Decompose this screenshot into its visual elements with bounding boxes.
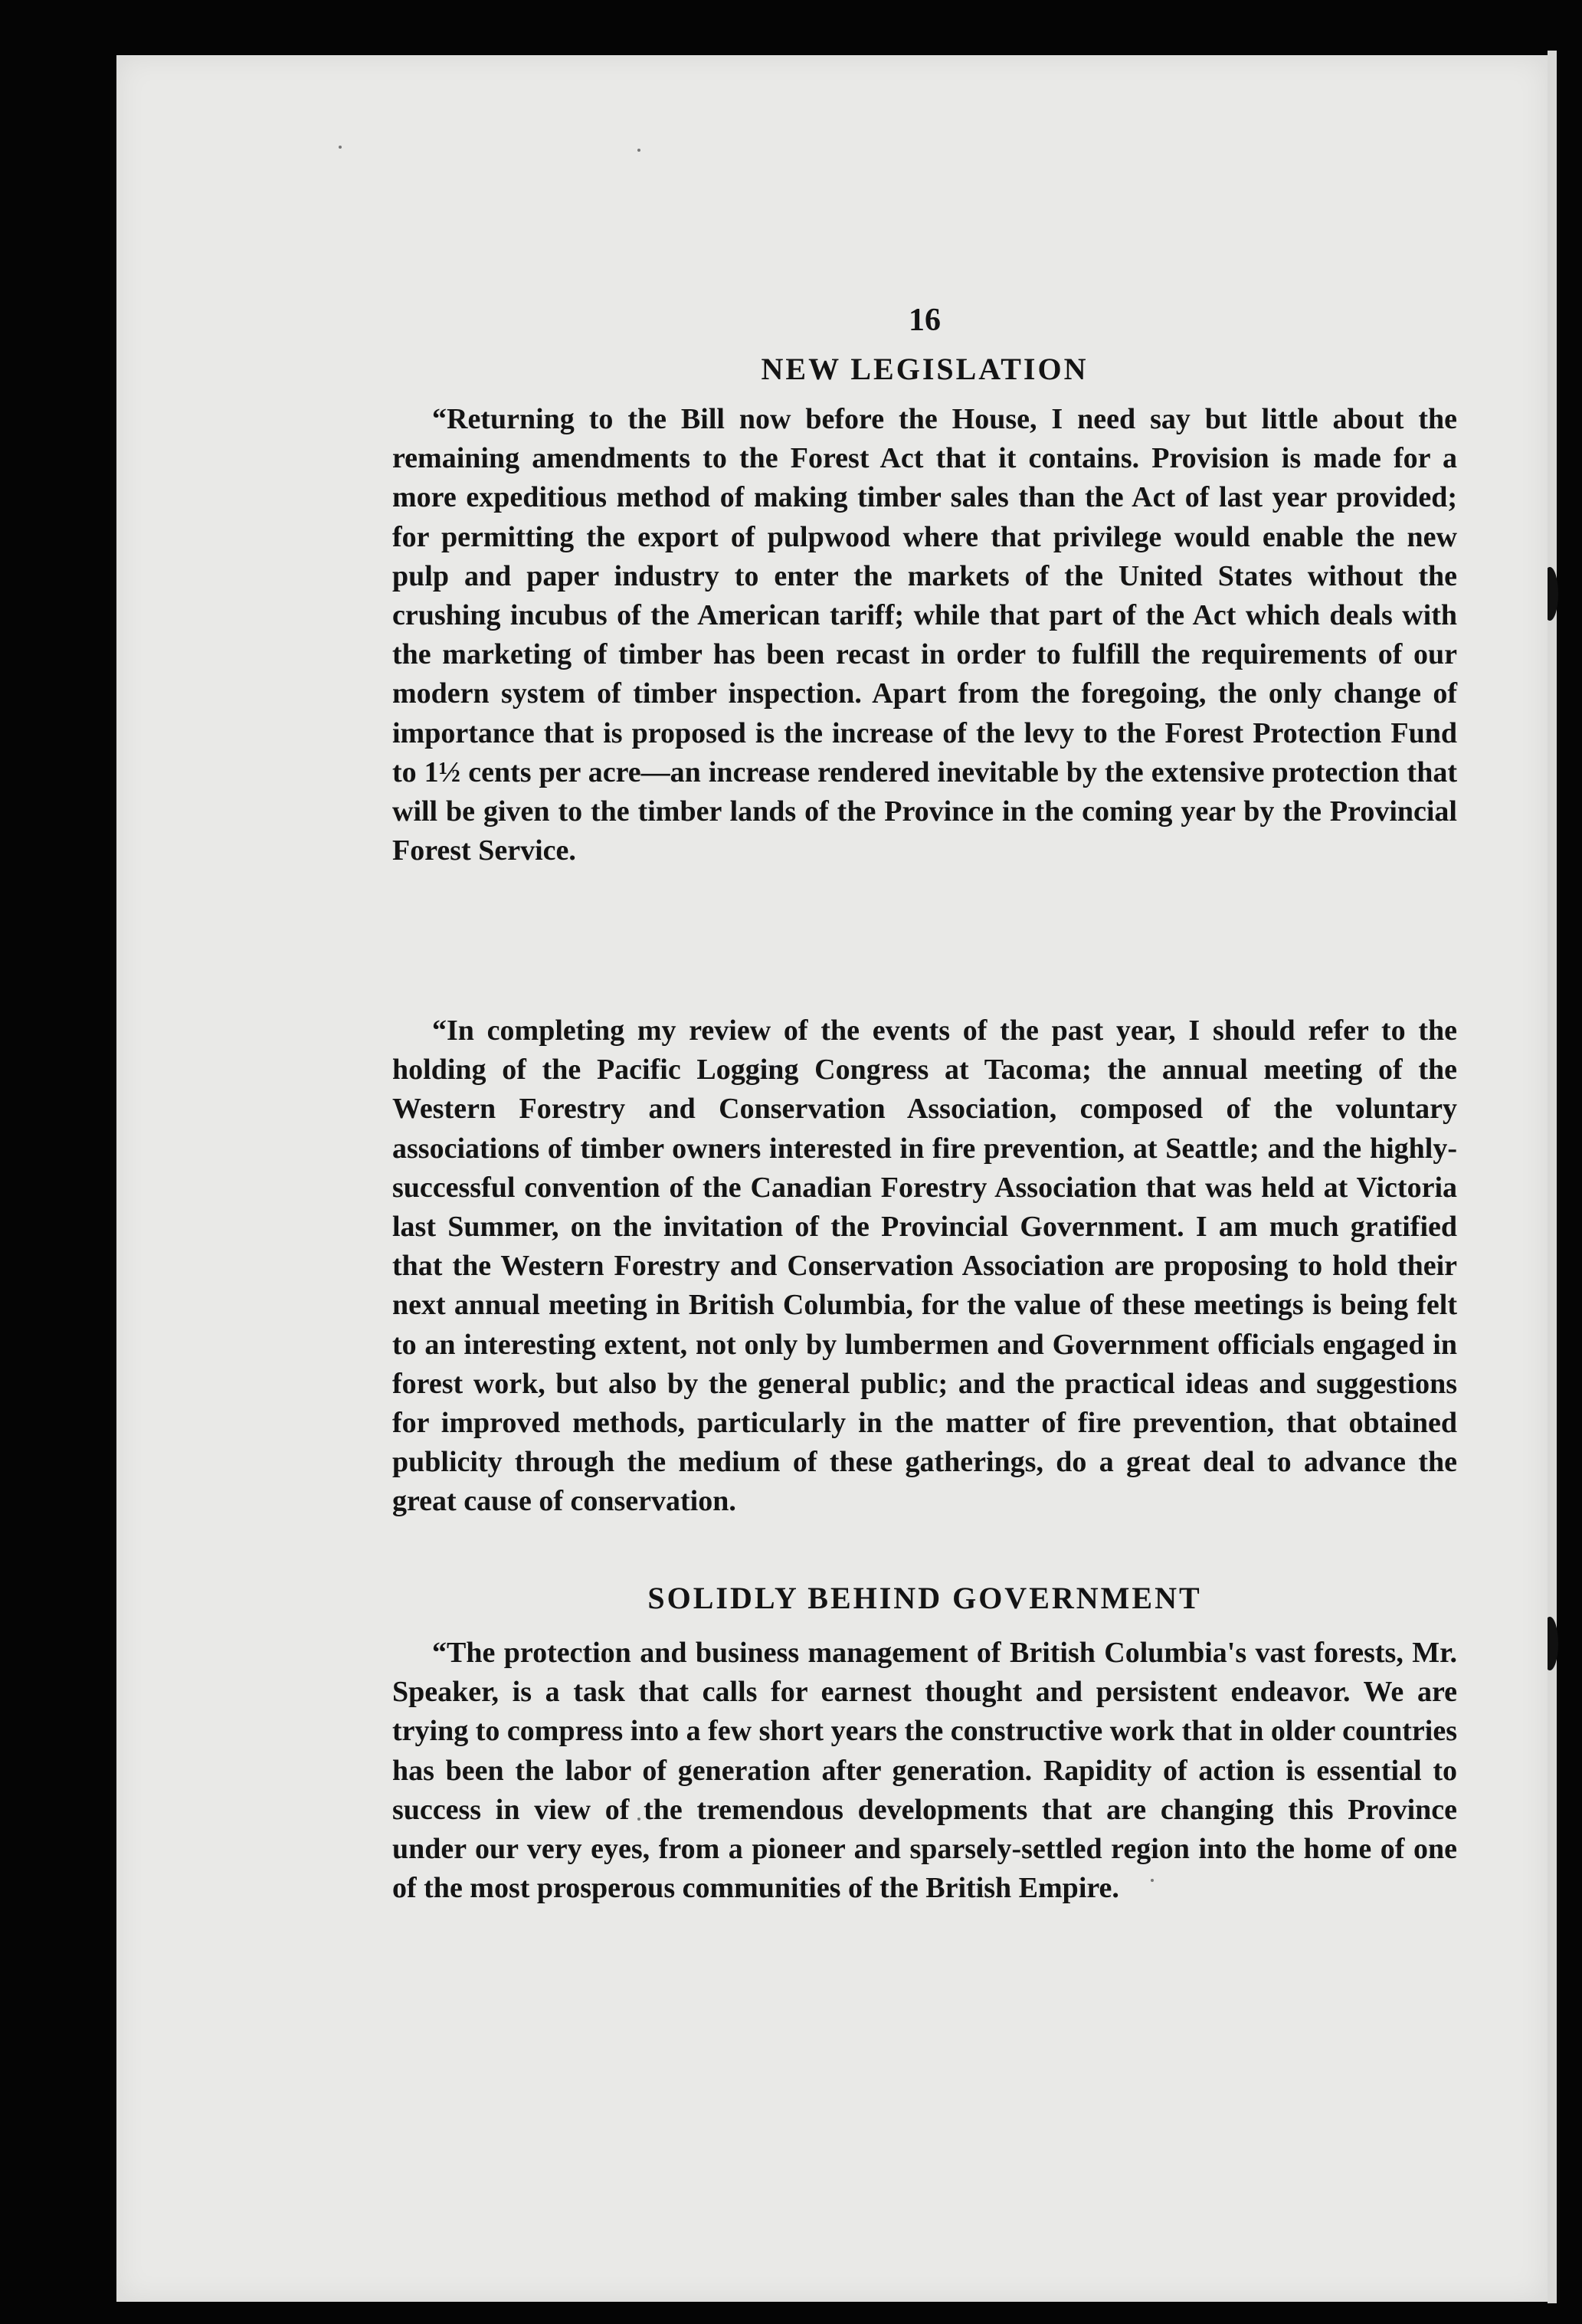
section-heading: SOLIDLY BEHIND GOVERNMENT [647,1581,1202,1615]
section-heading: NEW LEGISLATION [761,352,1089,386]
scan-speck [637,149,640,152]
document-page [116,55,1548,2302]
page-number: 16 [909,303,941,338]
scan-speck [339,146,342,149]
paragraph: “Returning to the Bill now before the House, I need say but little about the remaining amendments to the Forest Act that it contains. Provision is made for a more expeditious method of making timber sales than the Act of last year provided; for permitting the export of pulpwood where that privilege would enable the new pulp and paper industry to enter the markets of the United States without the crushing incubus of the American tariff; while that part of the Act which deals with the marketing of timber has been recast in order to fulfill the requirements of our modern system of timber inspection. Apart from the foregoing, the only change of importance that is proposed is the increase of the levy to the Forest Protection Fund to 1½ cents per acre—an increase rendered inevitable by the extensive protection that will be given to the timber lands of the Province in the coming year by the Provincial Forest Service. [392,403,1457,867]
paragraph: “The protection and business management of British Columbia's vast forests, Mr. Speaker, is a task that calls for earnest thought and persistent endeavor. We are trying to compress into a few short years the constructive work that in older countries has been the labor of generation after generation. Rapidity of action is essential to success in view of the tremendous developments that are changing this Province under our very eyes, from a pioneer and sparsely-settled region into the home of one of the most prosperous communities of the British Empire. [392,1637,1457,1905]
page-edge [1548,51,1557,2303]
paragraph: “In completing my review of the events of the past year, I should refer to the holding of the Pacific Logging Congress at Tacoma; the annual meeting of the Western Forestry and Conservation Association, composed of the voluntary associations of timber owners interested in fire prevention, at Seattle; and the highly-successful convention of the Canadian Forestry Association that was held at Victoria last Summer, on the invitation of the Provincial Government. I am much gratified that the Western Forestry and Conservation Association are proposing to hold their next annual meeting in British Columbia, for the value of these meetings is being felt to an interesting extent, not only by lumbermen and Government officials engaged in forest work, but also by the general public; and the practical ideas and suggestions for improved methods, particularly in the matter of fire prevention, that obtained publicity through the medium of these gatherings, do a great deal to advance the great cause of conservation. [392,1014,1457,1518]
